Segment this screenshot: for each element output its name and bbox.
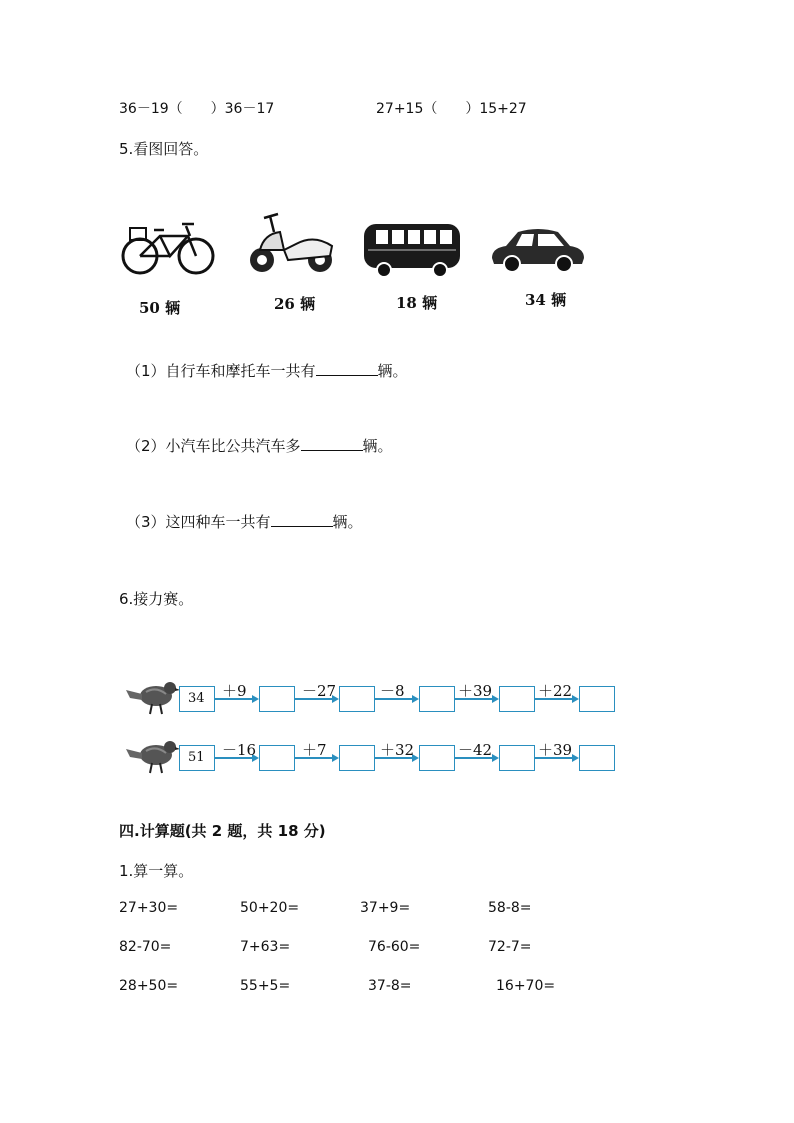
relay-operation: ＋9 <box>222 682 247 700</box>
q5-sub2-text: （2）小汽车比公共汽车多 <box>126 437 301 455</box>
calc-item: 76-60= <box>368 939 421 955</box>
car-count: 34 辆 <box>525 291 567 309</box>
q5-sub2 <box>126 435 393 456</box>
compare-right: 27+15（ ）15+27 <box>376 101 527 117</box>
arrow-head-icon <box>252 695 259 703</box>
calc-item: 72-7= <box>488 939 532 955</box>
relay-answer-box[interactable] <box>419 745 455 771</box>
relay-answer-box[interactable] <box>499 745 535 771</box>
relay-answer-box[interactable] <box>579 686 615 712</box>
motorcycle-count: 26 辆 <box>274 295 316 313</box>
pigeon-icon <box>124 737 180 779</box>
relay-operation: ＋32 <box>380 741 415 759</box>
q5-sub1-unit: 辆。 <box>377 362 408 380</box>
q5-sub3-text: （3）这四种车一共有 <box>126 513 271 531</box>
relay-operation: －8 <box>380 682 405 700</box>
q6-title: 6.接力赛。 <box>119 590 194 608</box>
calc-item: 82-70= <box>119 939 172 955</box>
calc-item: 7+63= <box>240 939 291 955</box>
arrow-head-icon <box>332 754 339 762</box>
relay-answer-box[interactable] <box>259 745 295 771</box>
relay-operation: ＋22 <box>538 682 573 700</box>
answer-blank[interactable] <box>316 361 378 376</box>
motorcycle-icon <box>244 210 339 280</box>
pigeon-icon <box>124 678 180 720</box>
relay-answer-box[interactable] <box>259 686 295 712</box>
bus-icon <box>360 218 464 280</box>
calc-item: 55+5= <box>240 978 291 994</box>
q5-sub1 <box>126 360 408 381</box>
q5-sub2-unit: 辆。 <box>362 437 393 455</box>
relay-operation: ＋39 <box>458 682 493 700</box>
relay-operation: ＋7 <box>302 741 327 759</box>
calc-item: 37+9= <box>360 900 411 916</box>
relay-answer-box[interactable] <box>579 745 615 771</box>
relay-start-box: 34 <box>179 686 215 712</box>
calc-item: 58-8= <box>488 900 532 916</box>
relay-answer-box[interactable] <box>419 686 455 712</box>
relay-operation: ＋39 <box>538 741 573 759</box>
calc-item: 50+20= <box>240 900 300 916</box>
q5-sub3 <box>126 511 363 532</box>
arrow-head-icon <box>412 695 419 703</box>
arrow-head-icon <box>572 754 579 762</box>
relay-operation: －42 <box>458 741 493 759</box>
calc-item: 37-8= <box>368 978 412 994</box>
relay-answer-box[interactable] <box>339 686 375 712</box>
relay-answer-box[interactable] <box>499 686 535 712</box>
bus-count: 18 辆 <box>396 294 438 312</box>
q5-title: 5.看图回答。 <box>119 140 209 158</box>
calc-item: 16+70= <box>496 978 556 994</box>
car-icon <box>488 222 588 278</box>
section4-heading: 四.计算题(共 2 题，共 18 分) <box>119 822 326 840</box>
section4-q1-title: 1.算一算。 <box>119 862 194 880</box>
q5-sub1-text: （1）自行车和摩托车一共有 <box>126 362 316 380</box>
relay-operation: －27 <box>302 682 337 700</box>
relay-answer-box[interactable] <box>339 745 375 771</box>
answer-blank[interactable] <box>271 512 333 527</box>
bicycle-count: 50 辆 <box>139 299 181 317</box>
calc-item: 28+50= <box>119 978 179 994</box>
arrow-head-icon <box>572 695 579 703</box>
compare-left: 36－19（ ）36－17 <box>119 101 275 117</box>
q5-sub3-unit: 辆。 <box>332 513 363 531</box>
bicycle-icon <box>118 210 218 280</box>
calc-item: 27+30= <box>119 900 179 916</box>
relay-operation: －16 <box>222 741 257 759</box>
answer-blank[interactable] <box>301 436 363 451</box>
arrow-head-icon <box>492 754 499 762</box>
arrow-head-icon <box>492 695 499 703</box>
relay-start-box: 51 <box>179 745 215 771</box>
